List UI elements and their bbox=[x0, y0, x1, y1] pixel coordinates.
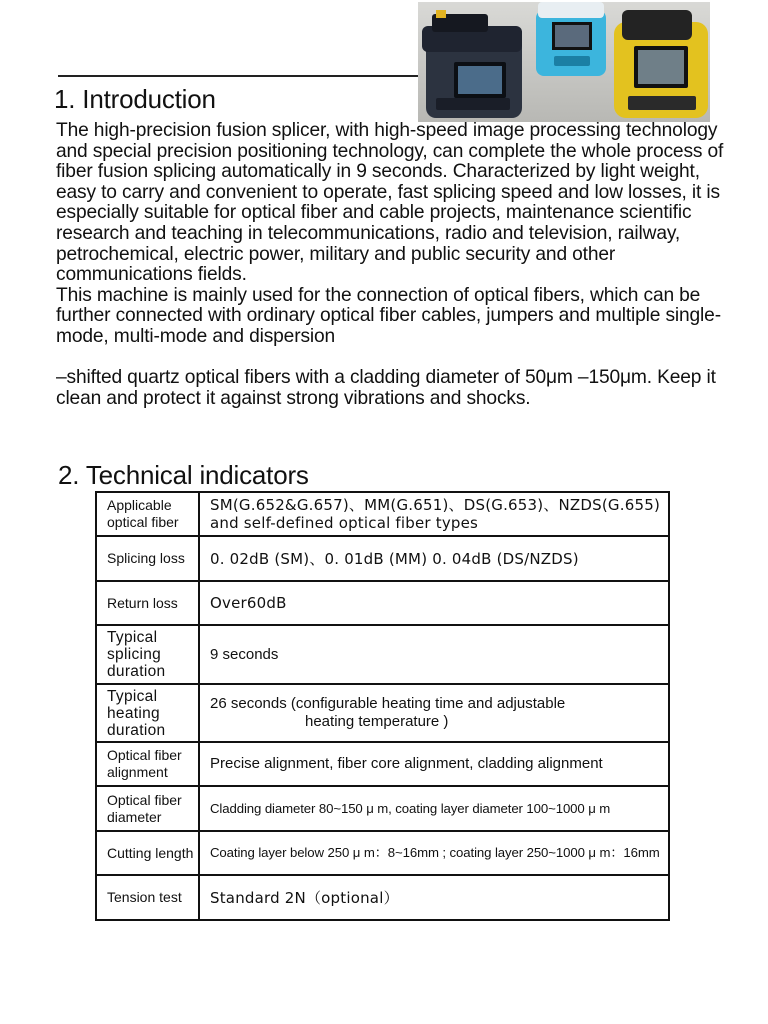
product-photo bbox=[418, 2, 710, 122]
intro-paragraph-2: This machine is mainly used for the connection of optical fibers, which can be further connected with ordinary optical fiber cables, jumpers and multiple single-mode, multi-mode and dispersion bbox=[56, 284, 721, 347]
spec-value: Standard 2N（optional） bbox=[199, 875, 669, 920]
spec-label: Optical fiber diameter bbox=[96, 786, 199, 831]
spec-table bbox=[95, 491, 670, 921]
table-row bbox=[96, 786, 669, 831]
intro-paragraph-1: The high-precision fusion splicer, with high-speed image processing technology and special precision positioning technology, can complete the whole process of fiber fusion splicing automatically in 9 seconds. Characterized by light weight, easy to carry and convenient to operate, fast splicing speed and low losses, it is especially suitable for optical fiber and cable projects, maintenance scientific research and teaching in telecommunications, radio and television, railway, petrochemical, electric power, military and public security and other communications fields. bbox=[56, 120, 724, 286]
introduction-body bbox=[56, 121, 736, 409]
table-row bbox=[96, 492, 669, 536]
technical-indicators-heading: 2. Technical indicators bbox=[58, 460, 309, 490]
spec-value-note-2: heating temperature ) bbox=[305, 713, 449, 730]
spec-value: Coating layer below 250 μ m：8~16mm ; coating layer 250~1000 μ m：16mm bbox=[199, 831, 669, 875]
spec-label: Cutting length bbox=[96, 831, 199, 875]
spec-value: 0. 02dB (SM)、0. 01dB (MM) 0. 04dB (DS/NZDS) bbox=[199, 536, 669, 581]
spec-value-note: (configurable heating time and adjustable bbox=[290, 695, 566, 712]
spec-value: 9 seconds bbox=[199, 625, 669, 684]
table-row bbox=[96, 875, 669, 920]
table-row bbox=[96, 536, 669, 581]
introduction-heading: 1. Introduction bbox=[54, 84, 216, 114]
table-row bbox=[96, 742, 669, 786]
table-row bbox=[96, 831, 669, 875]
intro-paragraph-3: –shifted quartz optical fibers with a cladding diameter of 50μm –150μm. Keep it clean and protect it against strong vibrations and shocks. bbox=[56, 367, 716, 409]
spec-label: Optical fiber alignment bbox=[96, 742, 199, 786]
header-rule bbox=[58, 75, 420, 77]
spec-value: SM(G.652&G.657)、MM(G.651)、DS(G.653)、NZDS(G.655) and self-defined optical fiber types bbox=[199, 492, 669, 536]
spec-label: Splicing loss bbox=[96, 536, 199, 581]
table-row bbox=[96, 625, 669, 684]
spec-value: 26 seconds bbox=[210, 695, 287, 712]
fusion-splicer-image bbox=[418, 2, 710, 122]
spec-value: Cladding diameter 80~150 μ m, coating layer diameter 100~1000 μ m bbox=[199, 786, 669, 831]
spec-value: Precise alignment, fiber core alignment, cladding alignment bbox=[199, 742, 669, 786]
spec-label: Typical splicing duration bbox=[96, 625, 199, 684]
spec-label: Tension test bbox=[96, 875, 199, 920]
spec-label: Typical heating duration bbox=[96, 684, 199, 742]
table-row bbox=[96, 684, 669, 742]
spec-value: Over60dB bbox=[199, 581, 669, 625]
spec-label: Return loss bbox=[96, 581, 199, 625]
table-row bbox=[96, 581, 669, 625]
spec-label: Applicable optical fiber bbox=[96, 492, 199, 536]
spec-value-cell bbox=[199, 684, 669, 742]
